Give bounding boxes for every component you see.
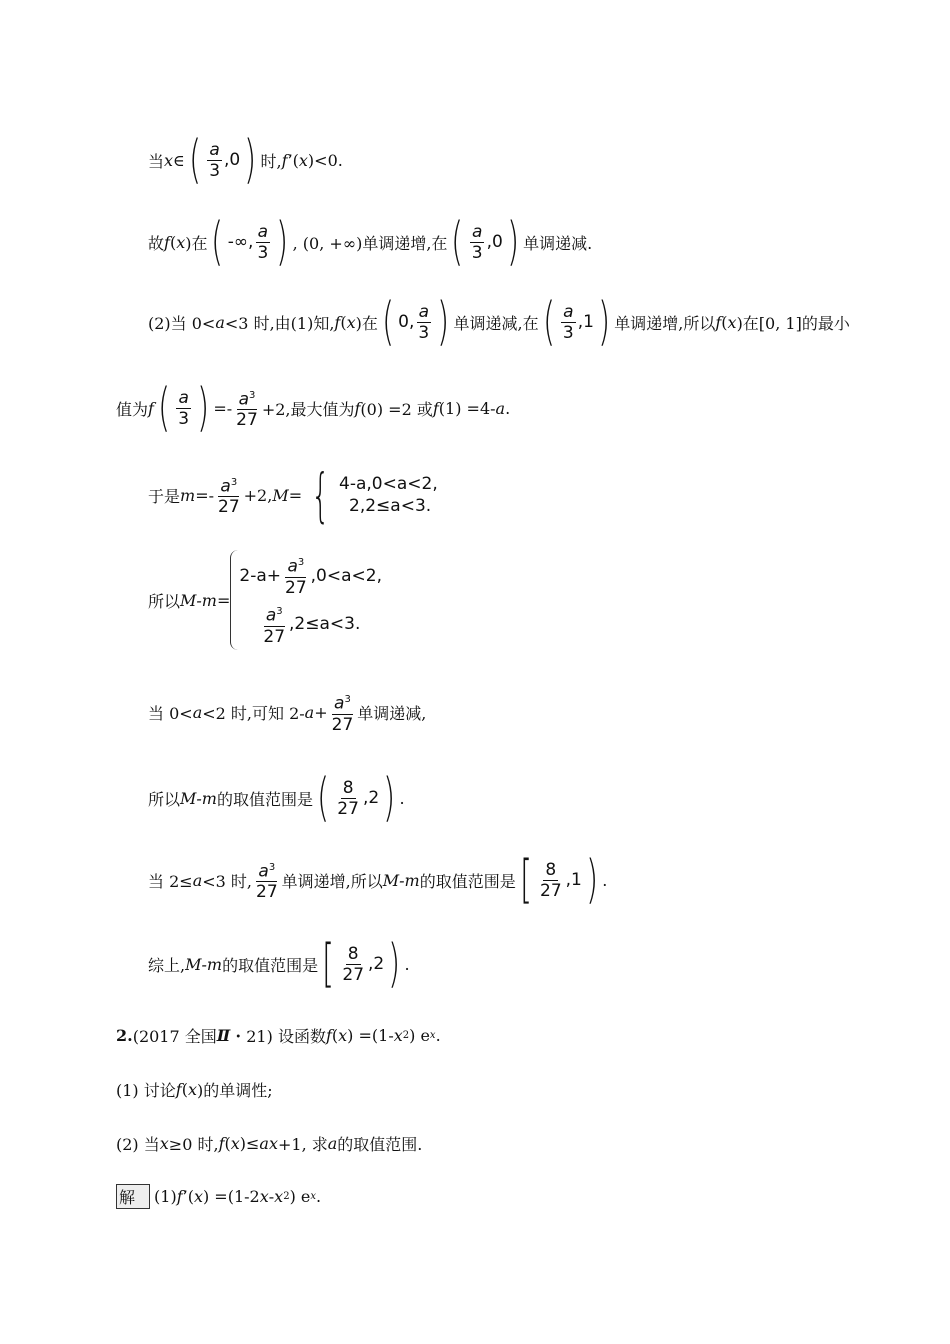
- var-a: a: [192, 870, 203, 890]
- fraction: $\frac{8}{27}$: [337, 777, 359, 819]
- text: )在: [355, 313, 378, 333]
- text: ,0: [486, 232, 503, 252]
- text: )的单调性;: [196, 1081, 273, 1100]
- text: ) e: [409, 1026, 430, 1045]
- var-f: f: [354, 398, 361, 418]
- text: 的取值范围.: [337, 1135, 423, 1154]
- text: (: [340, 312, 347, 332]
- superscript: 2: [283, 1191, 290, 1202]
- paren-left: (: [542, 292, 555, 352]
- paren-right: ): [244, 130, 257, 190]
- symbol-in: ∈: [173, 150, 185, 170]
- text: <3 时,: [202, 871, 252, 891]
- text: 当 0<: [148, 703, 193, 723]
- text: 所以: [148, 591, 181, 611]
- var-x: x: [193, 1187, 203, 1206]
- line-14: [116, 1184, 321, 1209]
- fraction: $\frac{8}{27}$: [540, 859, 562, 901]
- text: (: [169, 232, 177, 252]
- var-x: x: [164, 150, 174, 170]
- text: =: [288, 485, 303, 505]
- fraction: $\frac{a}{3}$: [257, 221, 269, 263]
- var-f: f: [715, 312, 722, 332]
- line-8: [148, 768, 405, 828]
- paren-right: ): [506, 212, 520, 272]
- problem-number: 2.: [116, 1026, 133, 1045]
- fraction: $\frac{a}{3}$: [418, 301, 430, 343]
- superscript: 2: [402, 1030, 410, 1041]
- line-12: [116, 1078, 273, 1101]
- text: (2) 当: [116, 1135, 160, 1154]
- var-x: x: [298, 150, 308, 170]
- text: 的取值范围是: [222, 955, 319, 975]
- var-f: f: [148, 398, 154, 418]
- text: 的取值范围是: [419, 871, 516, 891]
- text: (: [224, 1134, 231, 1153]
- var-f: f: [281, 150, 288, 170]
- paren-right: ): [598, 292, 611, 352]
- solution-label: 解: [116, 1184, 150, 1209]
- paren-left: (: [317, 768, 330, 828]
- text: )在: [185, 233, 208, 253]
- text: +2,最大值为: [261, 399, 355, 419]
- var-M-m: M-m: [382, 870, 420, 890]
- text: 于是: [148, 486, 181, 506]
- line-1: [148, 130, 343, 190]
- text: 时,: [260, 151, 282, 171]
- text: (: [181, 1080, 188, 1099]
- var-a: a: [304, 702, 315, 722]
- line-4: [116, 378, 511, 438]
- text: (0) =2 或: [360, 399, 433, 419]
- line-2: [148, 212, 593, 272]
- superscript: x: [429, 1030, 436, 1041]
- paren-right: ): [383, 768, 396, 828]
- var-x: x: [274, 1187, 284, 1206]
- text: .: [316, 1187, 322, 1206]
- line-6: [148, 550, 382, 650]
- line-11: [116, 1024, 441, 1047]
- var-f: f: [218, 1134, 225, 1153]
- text: =-: [195, 485, 214, 505]
- paren-left: (: [451, 212, 464, 272]
- text: +2,: [243, 485, 273, 505]
- text: 故: [148, 233, 165, 253]
- var-ax: ax: [259, 1134, 278, 1153]
- var-f: f: [176, 1187, 183, 1206]
- text: (2)当 0<: [148, 313, 216, 333]
- fraction: $\frac{a^3}{27}$: [254, 858, 280, 903]
- text: ) =(1-2: [202, 1187, 260, 1206]
- text: -∞,: [227, 232, 254, 252]
- paren-left: (: [157, 378, 171, 438]
- line-13: [116, 1132, 422, 1155]
- text: (1): [154, 1187, 177, 1206]
- text: 当 2≤: [148, 871, 193, 891]
- paren-right: ): [388, 934, 401, 994]
- text: -: [268, 1187, 275, 1206]
- text: 值为: [116, 399, 149, 419]
- fraction: $\frac{8}{27}$: [342, 943, 365, 985]
- case-2: 2,2≤a<3.: [349, 496, 432, 516]
- text: .: [404, 954, 410, 974]
- text: 单调递减.: [523, 233, 593, 253]
- var-a: a: [192, 702, 203, 722]
- var-a: a: [215, 312, 225, 332]
- line-10: [148, 934, 410, 994]
- var-x: x: [338, 1026, 348, 1045]
- var-M-m: M-m: [185, 954, 223, 974]
- fraction: $\frac{a}{3}$: [562, 301, 574, 343]
- text: 综上,: [148, 955, 186, 975]
- text: ・21) 设函数: [230, 1027, 326, 1046]
- text: )<0.: [307, 150, 343, 170]
- var-f: f: [325, 1026, 332, 1045]
- bracket-left: [: [322, 934, 335, 994]
- text: ,2: [362, 788, 380, 808]
- var-f: f: [334, 312, 341, 332]
- text: ≥0 时,: [168, 1135, 219, 1154]
- paren-left: (: [211, 212, 224, 272]
- text: ) e: [289, 1187, 311, 1206]
- var-M-m: M-m: [180, 788, 217, 808]
- var-f: f: [164, 232, 170, 252]
- line-3: [148, 292, 850, 352]
- text: ,0: [224, 150, 241, 170]
- text: (: [721, 312, 728, 332]
- var-a: a: [327, 1134, 338, 1153]
- text: <3 时,由(1)知,: [224, 313, 335, 333]
- text: .: [435, 1026, 441, 1045]
- text: ) =(1-: [347, 1026, 394, 1045]
- text: =: [216, 590, 231, 610]
- text: +1, 求: [277, 1135, 328, 1154]
- text: 所以: [148, 789, 181, 809]
- text: 单调递增,所以: [281, 871, 383, 891]
- brace-left: [230, 550, 239, 650]
- fraction: $\frac{a}{3}$: [178, 387, 190, 429]
- text: , (0, +∞)单调递增,在: [292, 233, 448, 253]
- piecewise-cases: 2-a+ $\frac{a^3}{27}$ ,0<a<2, $\frac{a^3}{27}$ ,2≤a<3.: [239, 553, 382, 646]
- paren-right: ): [437, 292, 450, 352]
- paren-right: ): [197, 378, 210, 438]
- paren-left: (: [188, 130, 202, 190]
- text: =-: [213, 398, 233, 418]
- var-x: x: [176, 232, 186, 252]
- text: (1) 讨论: [116, 1081, 176, 1100]
- paren-left: (: [381, 292, 395, 352]
- line-7: [148, 690, 426, 735]
- bracket-left: [: [519, 850, 532, 910]
- text: .: [602, 870, 608, 890]
- var-x: x: [346, 312, 356, 332]
- var-M: M: [272, 485, 289, 505]
- text: (: [331, 1026, 339, 1045]
- var-x: x: [393, 1026, 403, 1045]
- roman-numeral: Ⅱ: [216, 1026, 231, 1045]
- text: +: [314, 702, 328, 722]
- case-1: 4-a,0<a<2,: [339, 474, 438, 494]
- text: (1) =4-: [438, 398, 496, 418]
- var-a: a: [495, 398, 506, 418]
- fraction: $\frac{a}{3}$: [471, 221, 483, 263]
- var-f: f: [175, 1080, 182, 1099]
- var-m: m: [180, 485, 196, 505]
- piecewise-cases: [339, 473, 438, 517]
- fraction: $\frac{a}{3}$: [209, 139, 221, 181]
- text: 单调递减,在: [453, 313, 539, 333]
- var-M-m: M-m: [180, 590, 217, 610]
- var-x: x: [230, 1134, 240, 1153]
- line-5: [148, 461, 438, 529]
- text: 的取值范围是: [216, 789, 313, 809]
- text: .: [505, 398, 511, 418]
- text: ,1: [577, 312, 594, 332]
- paren-right: ): [585, 850, 599, 910]
- text: ’(: [287, 150, 299, 170]
- text: )≤: [239, 1134, 260, 1153]
- var-x: x: [187, 1080, 197, 1099]
- text: 0,: [398, 312, 415, 332]
- var-x: x: [259, 1187, 269, 1206]
- text: 单调递减,: [357, 703, 427, 723]
- text: 当: [148, 151, 165, 171]
- superscript: x: [310, 1191, 316, 1202]
- paren-right: ): [276, 212, 289, 272]
- text: ,1: [565, 870, 582, 890]
- fraction: $\frac{a^3}{27}$: [234, 386, 260, 431]
- text: 单调递增,所以: [614, 313, 716, 333]
- fraction: $\frac{a^3}{27}$: [330, 690, 356, 735]
- var-f: f: [432, 398, 439, 418]
- var-x: x: [727, 312, 737, 332]
- line-9: [148, 850, 608, 910]
- var-x: x: [159, 1134, 169, 1153]
- text: (2017 全国: [132, 1027, 217, 1046]
- text: .: [399, 788, 405, 808]
- text: )在[0, 1]的最小: [736, 313, 850, 333]
- text: ’(: [182, 1187, 194, 1206]
- text: ,2: [368, 954, 385, 974]
- fraction: $\frac{a^3}{27}$: [216, 473, 242, 518]
- text: <2 时,可知 2-: [202, 703, 305, 723]
- brace-left: {: [311, 461, 330, 529]
